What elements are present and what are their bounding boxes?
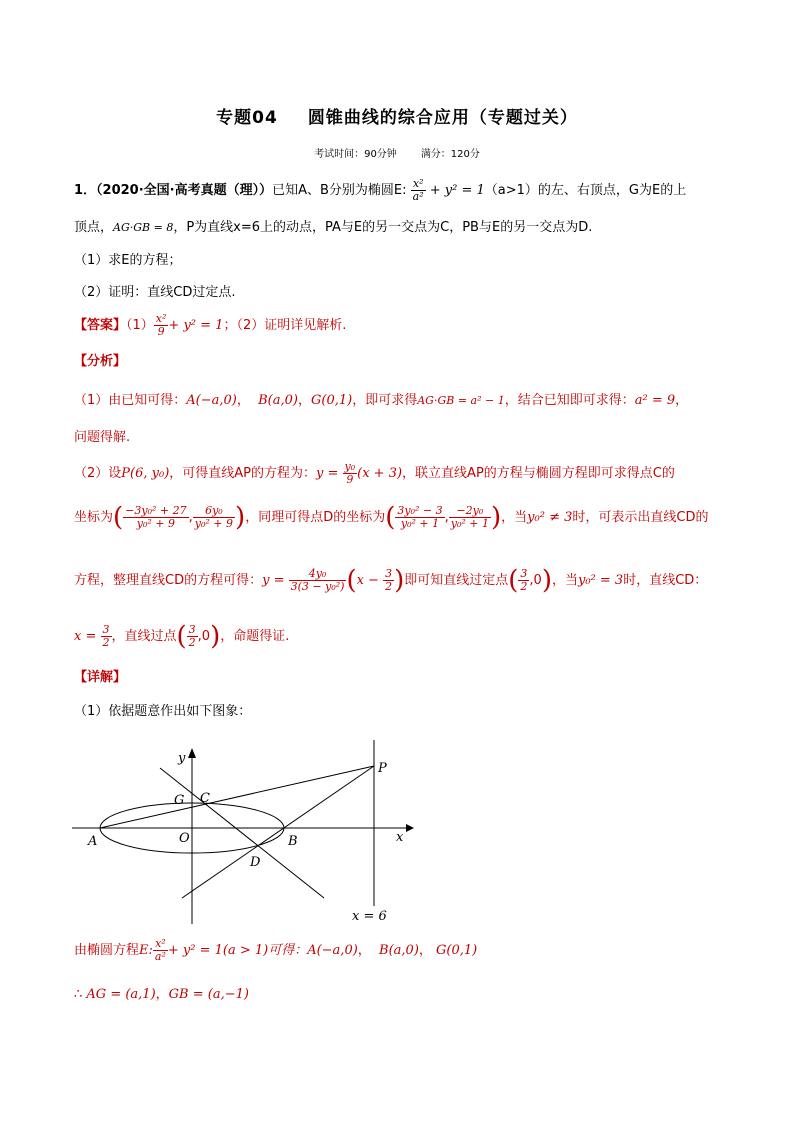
condition: y₀² ≠ 3 <box>527 510 573 525</box>
problem-number: 1． <box>74 183 97 198</box>
question-1: （1）求E的方程； <box>74 253 182 268</box>
problem-text: ，P为直线x=6上的动点，PA与E的另一交点为C，PB与E的另一交点为D. <box>173 220 593 235</box>
text: ，联立直线AP的方程与椭圆方程即可求得点C的 <box>402 466 675 481</box>
problem-line-1 <box>74 178 686 203</box>
three-halves: $\frac{3}{2}$ <box>520 567 528 593</box>
text: （2）设 <box>74 466 122 481</box>
exam-info <box>0 145 794 160</box>
answer-part: （1） <box>126 318 154 333</box>
detail-label: 【详解】 <box>74 670 127 685</box>
condition: y₀² = 3 <box>578 573 624 588</box>
text: ，命题得证. <box>220 629 290 644</box>
full-score: 满分：120分 <box>420 149 480 160</box>
text: ，当 <box>501 510 528 525</box>
page-title <box>0 103 794 128</box>
ellipse-rest: + y² = 1(a > 1)可得： <box>167 943 308 958</box>
label-x6: x = 6 <box>352 909 387 924</box>
text: 坐标为 <box>74 510 114 525</box>
slope-fraction: $\frac{\text{y₀}}{9}$ <box>344 460 356 486</box>
analysis-line-1: （1）由已知可得：A(−a,0)， B(a,0)，G(0,1)，即可求得AG·GB = a² − 1，结合已知即可求得：a² = 9， <box>74 393 689 408</box>
vector-gb: GB = (a,−1) <box>168 987 249 1002</box>
ellipse-rest: + y² = 1 <box>425 183 485 198</box>
text: 由椭圆方程 <box>74 943 140 958</box>
ellipse-figure <box>66 738 416 928</box>
answer-text: ；（2）证明详见解析. <box>223 318 347 333</box>
ellipse-fraction: $\frac{\text{x²}}{\text{a²}}$ <box>412 177 424 203</box>
three-halves: $\frac{3}{2}$ <box>102 623 110 649</box>
label-d: D <box>250 855 261 870</box>
text: ，当 <box>551 573 578 588</box>
answer-fraction: $\frac{\text{x²}}{9}$ <box>155 312 167 338</box>
text: （1）由已知可得： <box>74 393 187 408</box>
text: ，同理可得点D的坐标为 <box>245 510 386 525</box>
three-halves: $\frac{3}{2}$ <box>385 567 393 593</box>
dot-product: AG·GB = a² − 1 <box>417 394 505 407</box>
x-axis-arrow <box>406 824 414 832</box>
text: 时，可表示出直线CD的 <box>572 510 709 525</box>
label-x: x <box>396 830 404 845</box>
label-b: B <box>288 834 298 849</box>
ellipse-e: E: <box>139 943 153 958</box>
point-b: B(a,0) <box>258 393 298 408</box>
cd-eq: y = <box>262 573 289 588</box>
line-bp <box>182 766 374 898</box>
problem-text: 顶点， <box>74 220 114 235</box>
problem-source: （2020·全国·高考真题（理）） <box>96 183 273 198</box>
analysis-line-2: 问题得解. <box>74 430 131 445</box>
analysis-label: 【分析】 <box>74 354 127 369</box>
label-o: O <box>179 831 190 846</box>
label-g: G <box>174 793 185 808</box>
line-ap-eq: y = <box>316 466 343 481</box>
text: ，直线过点 <box>111 629 177 644</box>
problem-text: （a>1）的左、右顶点，G为E的上 <box>484 183 687 198</box>
label-y: y <box>178 751 186 766</box>
ellipse-fraction: $\frac{\text{x²}}{\text{a²}}$ <box>154 937 166 963</box>
point-a: A(−a,0) <box>186 393 237 408</box>
detail-line-2: 由椭圆方程E: $\frac{\text{x²}}{\text{a²}}$ + y² = 1(a > 1)可得：A(−a,0)， B(a,0)， G(0,1) <box>74 937 478 963</box>
question-2: （2）证明：直线CD过定点. <box>74 285 236 300</box>
detail-line-3: ∴ AG = (a,1)，GB = (a,−1) <box>74 987 249 1002</box>
answer-eq: + y² = 1 <box>168 318 224 333</box>
three-halves: $\frac{3}{2}$ <box>188 623 196 649</box>
answer-line <box>74 313 346 338</box>
detail-line-1: （1）依据题意作出如下图象： <box>74 704 252 719</box>
point-p: P(6, y₀) <box>121 466 170 481</box>
therefore-symbol: ∴ <box>74 987 83 1002</box>
d-y-fraction: $\frac{\text{−2y₀}}{\text{y₀² + 1}}$ <box>450 504 489 530</box>
problem-line-2 <box>74 216 592 235</box>
x-eq: x = <box>74 629 97 644</box>
cd-eq-rest: x − <box>356 573 384 588</box>
point-a: A(−a,0) <box>307 943 358 958</box>
analysis-line-6: x = $\frac{3}{2}$ ，直线过点( $\frac{3}{2}$ ,0)，命题得证. <box>74 621 290 652</box>
analysis-line-4: 坐标为( $\frac{\text{−3y₀² + 27}}{\text{y₀² + 9}}$ , $\frac{\text{6y₀}}{\text{y₀² + 9}}$ )，同理可得点D的坐标为( $\frac{\text{3y₀² − 3}}{\text{y₀² + 1}}$ , $\frac{\text{−2y₀}}{\text{y₀² + 1}}$ )，当y₀² ≠ 3时，可表示出直线CD的 <box>74 502 709 533</box>
dot-product: AG·GB = 8 <box>113 221 174 234</box>
cd-slope: $\frac{\text{4y₀}}{\text{3(3 − y₀²)}}$ <box>290 567 345 593</box>
y-axis-arrow <box>188 748 196 758</box>
analysis-line-5: 方程，整理直线CD的方程可得：y = $\frac{\text{4y₀}}{\text{3(3 − y₀²)}}$ (x − $\frac{3}{2}$ )即可知直线过定点( $\frac{3}{2}$ ,0)，当y₀² = 3时，直线CD： <box>74 565 708 596</box>
c-x-fraction: $\frac{\text{−3y₀² + 27}}{\text{y₀² + 9}}$ <box>125 504 187 530</box>
line-ap <box>100 766 374 828</box>
result: a² = 9 <box>634 393 676 408</box>
c-y-fraction: $\frac{\text{6y₀}}{\text{y₀² + 9}}$ <box>194 504 234 530</box>
problem-text: 已知A、B分别为椭圆E: <box>272 183 407 198</box>
title-number: 专题04 <box>216 108 278 128</box>
analysis-line-3 <box>74 461 675 486</box>
text: 即可知直线过定点 <box>404 573 509 588</box>
answer-label: 【答案】 <box>74 318 127 333</box>
vector-ag: AG = (a,1) <box>86 987 156 1002</box>
label-p: P <box>378 761 387 776</box>
exam-time: 考试时间：90分钟 <box>314 149 397 160</box>
point-g: G(0,1) <box>436 943 478 958</box>
text: 时，直线CD： <box>623 573 708 588</box>
d-x-fraction: $\frac{\text{3y₀² − 3}}{\text{y₀² + 1}}$ <box>397 504 443 530</box>
title-text: 圆锥曲线的综合应用（专题过关） <box>307 108 578 128</box>
text: ，即可求得 <box>352 393 418 408</box>
label-a: A <box>88 834 98 849</box>
line-ap-eq-rest: (x + 3) <box>357 466 403 481</box>
text: ，结合已知即可求得： <box>504 393 635 408</box>
point-b: B(a,0) <box>379 943 419 958</box>
text: 方程，整理直线CD的方程可得： <box>74 573 263 588</box>
point-g: G(0,1) <box>311 393 353 408</box>
label-c: C <box>200 791 210 806</box>
text: ，可得直线AP的方程为： <box>169 466 316 481</box>
